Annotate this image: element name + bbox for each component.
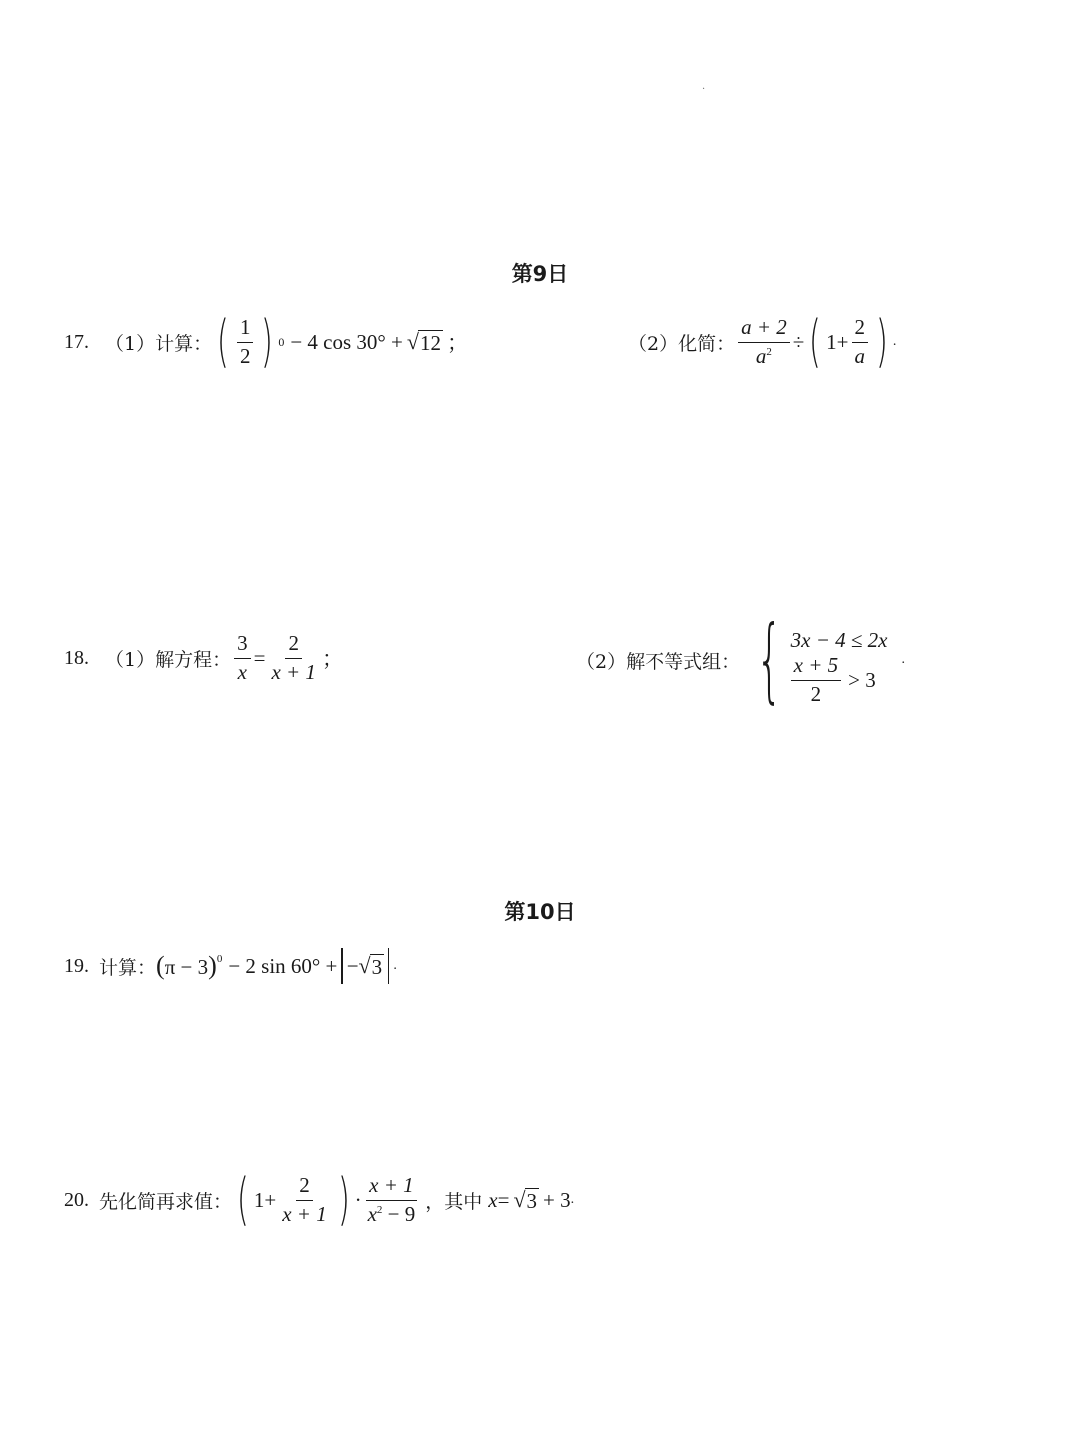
- fraction-denominator: a: [854, 343, 865, 368]
- left-paren: (: [809, 309, 822, 374]
- fraction-power: [212, 309, 285, 374]
- problem-17-part-2: [628, 309, 897, 374]
- fraction: [237, 316, 254, 367]
- right-paren: ): [208, 951, 217, 980]
- problem-number: 18.: [64, 646, 89, 669]
- problem-17-part-1: [64, 309, 468, 374]
- fraction-numerator: 3: [234, 632, 251, 658]
- problem-20: [64, 1167, 575, 1232]
- right-paren: ): [261, 309, 274, 374]
- fraction-numerator: x + 1: [366, 1174, 417, 1200]
- abs-bar-right: [388, 948, 389, 984]
- fraction-numerator: 2: [285, 632, 302, 658]
- parenthesized-sum: [232, 1167, 355, 1232]
- condition-rest: + 3: [543, 1187, 571, 1212]
- math-term: − 2 sin 60° +: [228, 953, 338, 978]
- divide-sign: ÷: [792, 329, 805, 354]
- problem-instruction: （1）解方程：: [105, 648, 232, 671]
- radical-sign: √: [406, 329, 419, 354]
- left-paren: (: [217, 309, 230, 374]
- math-term: − 4 cos 30° +: [290, 329, 403, 354]
- power-term: [156, 951, 222, 981]
- problem-19: [64, 944, 397, 988]
- square-root: [407, 329, 443, 355]
- exponent: 0: [216, 953, 223, 965]
- section-title-day-10: 第10日: [504, 900, 576, 924]
- radicand: 3: [526, 1188, 538, 1213]
- fraction-denominator: x + 1: [271, 659, 316, 684]
- problem-instruction: （2）解不等式组：: [576, 650, 741, 673]
- right-fraction: [268, 632, 319, 683]
- fraction-denominator: 2: [239, 343, 251, 368]
- one-plus: 1+: [826, 329, 849, 354]
- left-paren: (: [236, 1167, 249, 1232]
- fraction-denominator: x + 1: [282, 1201, 327, 1226]
- right-paren: ): [875, 309, 888, 374]
- fraction-denominator: x: [237, 659, 247, 684]
- fraction: [365, 1174, 419, 1225]
- fraction-denominator: 2: [810, 681, 822, 706]
- fraction-denominator: [365, 1201, 419, 1226]
- end-mark: .: [393, 958, 397, 973]
- radical-sign: √: [513, 1187, 526, 1212]
- page-mark: ·: [702, 84, 706, 95]
- abs-minus: −: [346, 953, 359, 978]
- fraction-numerator: x + 5: [791, 654, 842, 680]
- fraction: [279, 1174, 330, 1225]
- fraction-numerator: 2: [296, 1174, 313, 1200]
- denominator-exponent: 2: [376, 1203, 383, 1216]
- denominator-rest: − 9: [382, 1201, 416, 1226]
- fraction: [852, 316, 869, 367]
- square-root: [513, 1187, 539, 1213]
- inequality-system: [790, 620, 888, 706]
- fraction-numerator: 1: [237, 316, 254, 342]
- problem-number: 17.: [64, 330, 89, 353]
- denominator-base: x: [367, 1201, 377, 1226]
- equals-sign: =: [253, 645, 266, 670]
- exponent: 0: [278, 334, 285, 349]
- problem-18-part-2: [576, 606, 905, 713]
- end-mark: ；: [446, 331, 468, 355]
- condition-variable: x: [488, 1187, 498, 1212]
- fraction-denominator: [753, 343, 775, 368]
- radicand: 12: [419, 330, 441, 355]
- fraction: [791, 654, 842, 705]
- end-mark: .: [901, 652, 905, 667]
- system-brace: {: [756, 606, 783, 713]
- fraction-numerator: 2: [852, 316, 869, 342]
- parenthesized-sum: [804, 309, 893, 374]
- problem-instruction: （1）计算：: [105, 332, 213, 355]
- right-paren: ): [337, 1167, 350, 1232]
- fraction-numerator: a + 2: [738, 316, 790, 342]
- square-root: [359, 953, 385, 979]
- problem-instruction: 先化简再求值：: [99, 1190, 233, 1213]
- problem-number: 20.: [64, 1188, 89, 1211]
- end-mark: ；: [321, 647, 343, 671]
- inequality-1: 3x − 4 ≤ 2x: [790, 627, 888, 652]
- abs-bar-left: [341, 948, 342, 984]
- problem-instruction: （2）化简：: [628, 332, 736, 355]
- multiply-dot: ·: [354, 1187, 362, 1212]
- denominator-base: a: [755, 343, 767, 368]
- inequality-rest: > 3: [848, 667, 876, 692]
- end-mark: .: [892, 334, 897, 349]
- problem-18-part-1: [64, 630, 343, 686]
- condition-equals: =: [497, 1187, 510, 1212]
- left-fraction: [234, 632, 251, 683]
- one-plus: 1+: [253, 1187, 277, 1212]
- radicand: 3: [371, 954, 383, 979]
- end-mark: .: [570, 1192, 575, 1207]
- problem-instruction: 计算：: [99, 956, 157, 979]
- problem-number: 19.: [64, 954, 89, 977]
- denominator-exponent: 2: [766, 345, 772, 358]
- inequality-2: [791, 653, 888, 706]
- radical-sign: √: [358, 953, 371, 978]
- power-base: π − 3: [164, 955, 209, 979]
- fraction: [738, 316, 790, 367]
- condition-text: ，其中: [425, 1190, 483, 1213]
- section-title-day-9: 第9日: [511, 262, 569, 286]
- left-paren: (: [156, 951, 165, 980]
